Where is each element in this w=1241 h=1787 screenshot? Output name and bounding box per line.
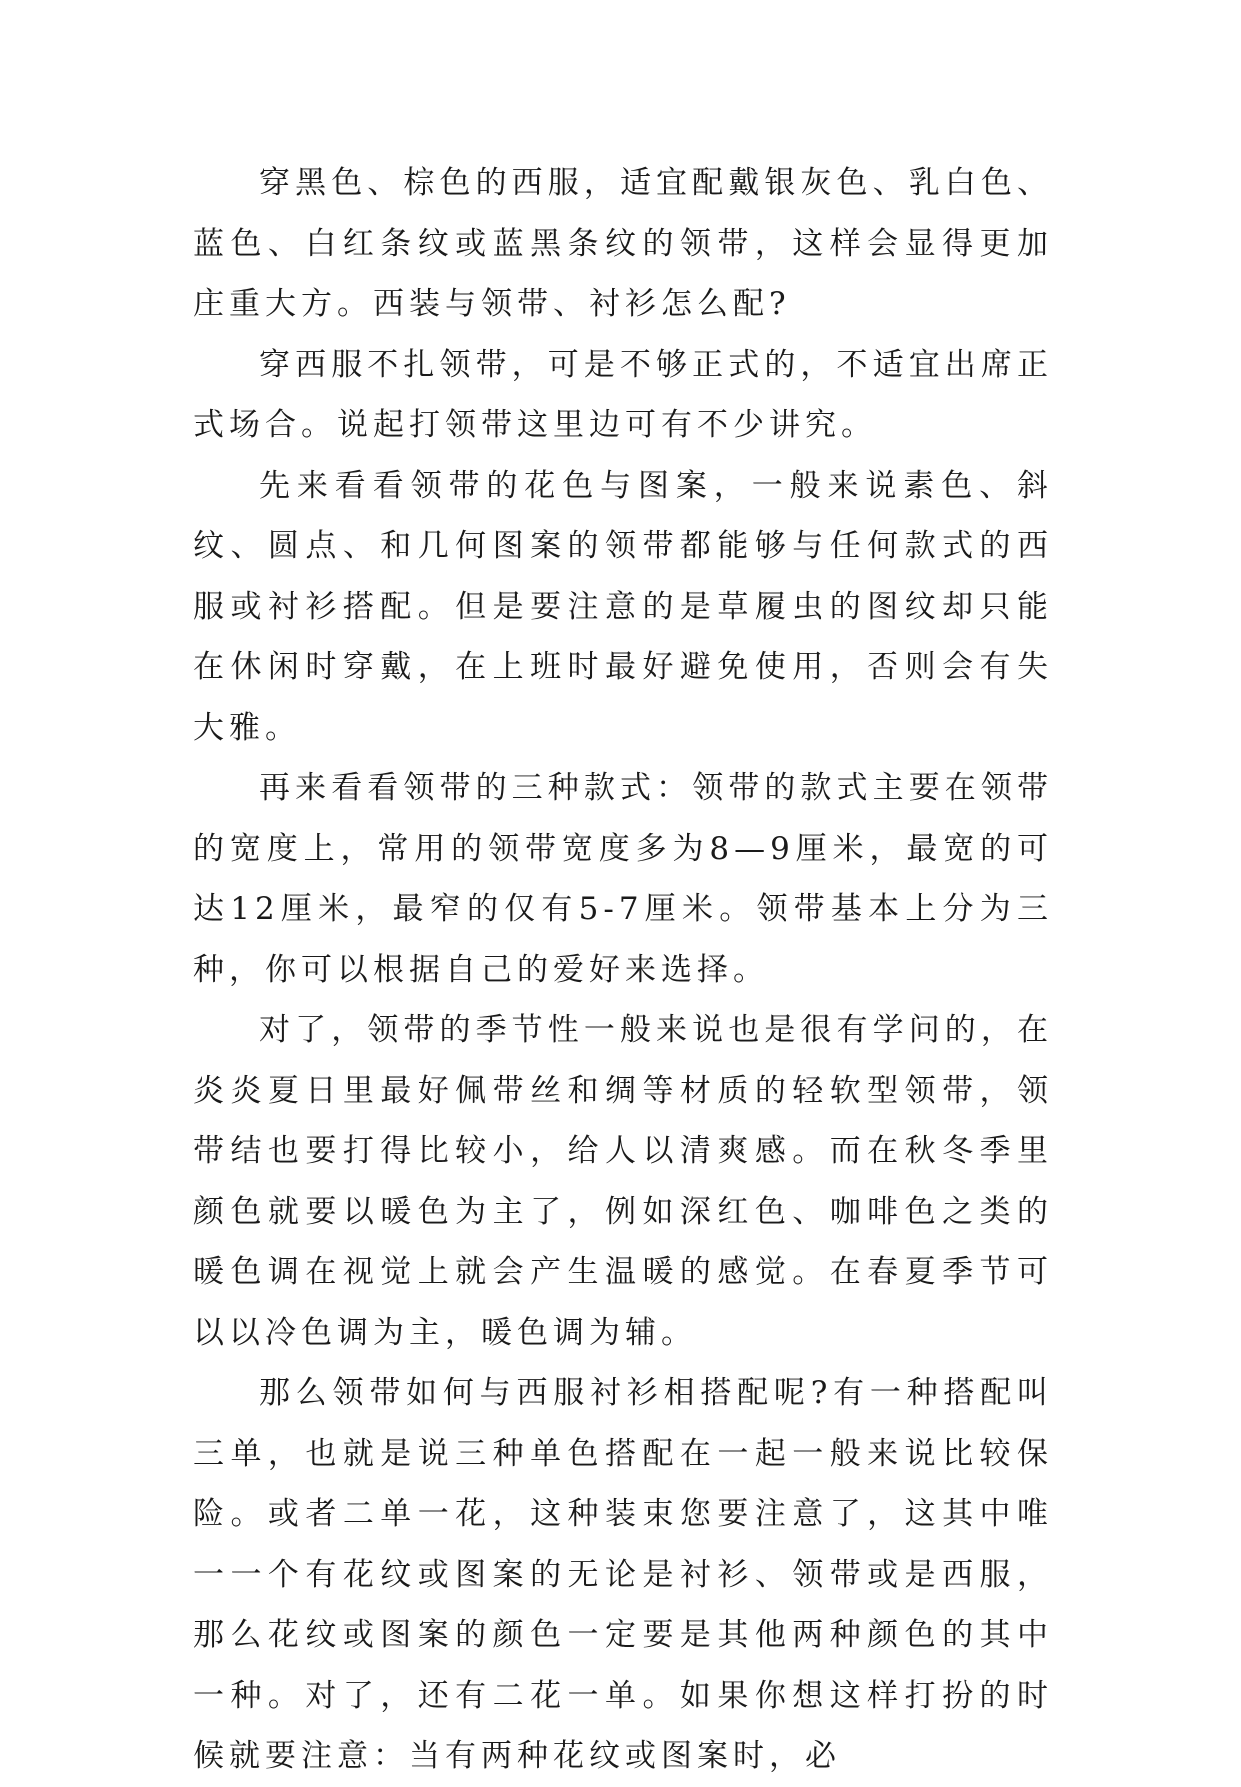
- paragraph-tie-styles: 再来看看领带的三种款式：领带的款式主要在领带的宽度上，常用的领带宽度多为8—9厘米，最宽的可达12厘米，最窄的仅有5-7厘米。领带基本上分为三种，你可以根据自己的爱好来选择。: [193, 770, 1053, 988]
- paragraph-tie-matching: 那么领带如何与西服衬衫相搭配呢?有一种搭配叫三单，也就是说三种单色搭配在一起一般来说比较保险。或者二单一花，这种装束您要注意了，这其中唯一一个有花纹或图案的无论是衬衫、领带或是西服，那么花纹或图案的颜色一定要是其他两种颜色的其中一种。对了，还有二花一单。如果你想这样打扮的时候就要注意：当有两种花纹或图案时，必: [193, 1375, 1053, 1774]
- paragraph-tie-pattern: 先来看看领带的花色与图案，一般来说素色、斜纹、圆点、和几何图案的领带都能够与任何款式的西服或衬衫搭配。但是要注意的是草履虫的图纹却只能在休闲时穿戴，在上班时最好避免使用，否则会有失大雅。: [193, 467, 1053, 746]
- paragraph-suit-color: 穿黑色、棕色的西服，适宜配戴银灰色、乳白色、蓝色、白红条纹或蓝黑条纹的领带，这样会显得更加庄重大方。西装与领带、衬衫怎么配?: [193, 165, 1053, 322]
- paragraph-tie-season: 对了，领带的季节性一般来说也是很有学问的，在炎炎夏日里最好佩带丝和绸等材质的轻软型领带，领带结也要打得比较小，给人以清爽感。而在秋冬季里颜色就要以暖色为主了，例如深红色、咖啡色之类的暖色调在视觉上就会产生温暖的感觉。在春夏季节可以以冷色调为主，暖色调为辅。: [193, 1012, 1053, 1351]
- document-body: [193, 153, 1053, 1787]
- paragraph-tie-necessity: 穿西服不扎领带，可是不够正式的，不适宜出席正式场合。说起打领带这里边可有不少讲究。: [193, 346, 1053, 443]
